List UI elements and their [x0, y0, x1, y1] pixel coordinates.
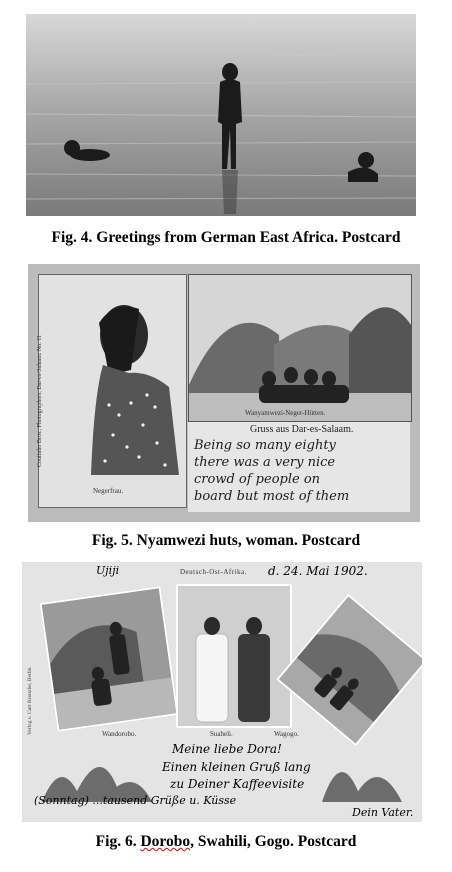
huts-label: Wanyamwezi-Neger-Hütten. — [245, 409, 326, 417]
fig6-label-wagogo: Wagogo. — [274, 730, 299, 738]
woman-photo — [38, 274, 187, 508]
fig6-date: d. 24. Mai 1902. — [268, 564, 368, 578]
fig6-label-suaheli: Suaheli. — [210, 730, 233, 738]
fig6-place: Ujiji — [96, 564, 120, 577]
fig6-caption-prefix: Fig. 6. — [95, 833, 141, 850]
fig4-photo — [26, 14, 416, 216]
fig6-handwriting-line-1: Meine liebe Dora! — [172, 742, 282, 756]
fig6-label-wandorobo: Wandorobo. — [102, 730, 137, 738]
fig5-greeting: Gruss aus Dar-es-Salaam. — [250, 424, 354, 435]
fig6-side-imprint: Verlag v. Curt Krenzler, Berlin — [27, 667, 33, 735]
fig6-handwriting-line-2: Einen kleinen Gruß lang — [162, 760, 311, 774]
fig5-caption: Fig. 5. Nyamwezi huts, woman. Postcard — [91, 532, 361, 549]
fig5-handwriting-line-2: there was a very nice — [194, 455, 336, 470]
woman-label: Negerfrau. — [93, 487, 124, 495]
fig5-handwriting-line-3: crowd of people on — [194, 472, 321, 487]
fig6-header: Deutsch-Ost-Afrika. — [180, 568, 247, 576]
fig5-side-imprint: Coutinho Bros., Photographers, Dar-es-Salaam. No. 11 — [37, 335, 43, 467]
lake-children-image — [26, 14, 416, 216]
huts-image — [189, 275, 411, 421]
fig6-handwriting-line-5: Dein Vater. — [352, 806, 414, 819]
fig6-caption-dorobo: Dorobo — [140, 833, 191, 850]
fig5-handwriting-line-4: board but most of them — [194, 489, 350, 504]
woman-image — [39, 275, 186, 507]
fig6-caption — [0, 833, 452, 851]
fig4-caption: Fig. 4. Greetings from German East Africa. Postcard — [51, 229, 401, 246]
fig5-handwriting-line-1: Being so many eighty — [194, 438, 336, 453]
huts-photo — [188, 274, 412, 422]
fig6-caption-suffix: , Swahili, Gogo. Postcard — [190, 833, 357, 850]
fig6-postcard — [22, 562, 422, 822]
fig6-handwriting-line-4: (Sonntag) ...tausend Grüße u. Küsse — [34, 794, 237, 807]
fig6-handwriting-line-3: zu Deiner Kaffeevisite — [170, 777, 305, 791]
fig5-postcard — [28, 264, 420, 522]
fig5-writing-area — [188, 422, 410, 512]
